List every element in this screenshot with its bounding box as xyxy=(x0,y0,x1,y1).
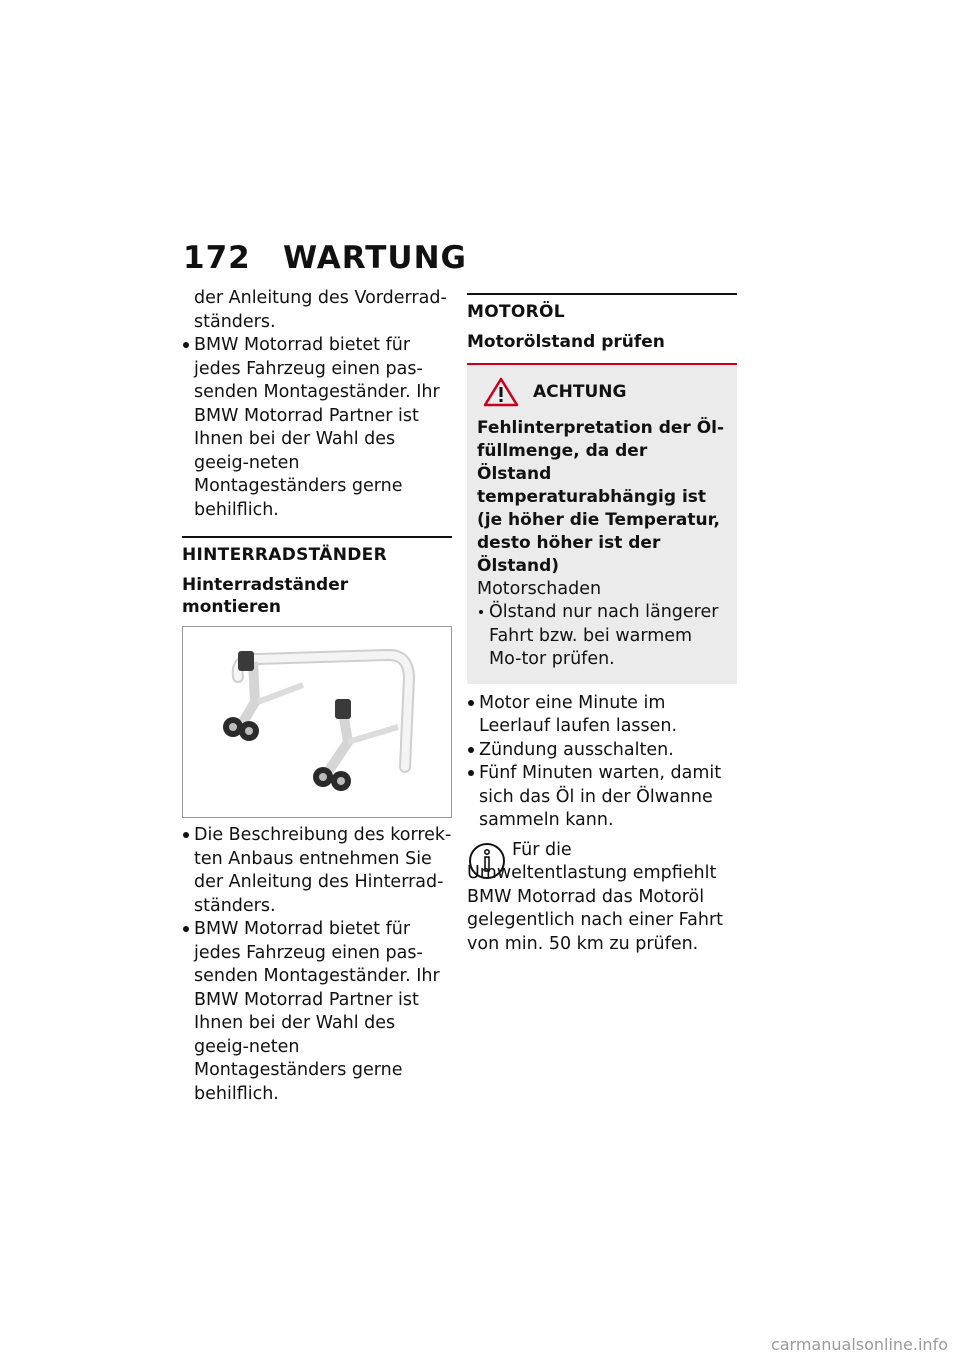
bullet-list xyxy=(467,692,737,833)
left-column xyxy=(182,287,452,1106)
warning-box xyxy=(467,365,737,684)
subsection-title: Motorölstand prüfen xyxy=(467,332,665,352)
page-number: 172 xyxy=(183,240,251,276)
list-item-text: Zündung ausschalten. xyxy=(479,739,674,760)
section-title: MOTORÖL xyxy=(467,302,565,322)
subsection-title: Hinterradständer montieren xyxy=(182,575,349,617)
warning-label: ACHTUNG xyxy=(533,382,627,402)
list-item xyxy=(467,692,737,739)
bullet-icon xyxy=(183,342,189,348)
bullet-icon xyxy=(479,610,483,614)
bullet-icon xyxy=(468,700,474,706)
list-item xyxy=(477,601,727,672)
info-text: Für die Umweltentlastung empfiehlt BMW Motorrad das Motoröl gelegentlich nach einer Fahrt von min. 50 km zu prüfen. xyxy=(467,839,723,954)
list-item xyxy=(182,824,452,918)
right-column xyxy=(467,287,737,956)
info-icon xyxy=(467,841,507,881)
continued-text: der Anleitung des Vorderrad-ständers. xyxy=(194,288,447,332)
list-item-text: BMW Motorrad bietet für jedes Fahrzeug einen pas-senden Montageständer. Ihr BMW Motorrad Partner ist Ihnen bei der Wahl des geeig-neten Montageständers gerne behilflich. xyxy=(194,335,440,520)
info-note xyxy=(467,839,737,957)
list-item-text: BMW Motorrad bietet für jedes Fahrzeug einen pas-senden Montageständer. Ihr BMW Motorrad Partner ist Ihnen bei der Wahl des geeig-neten Montageständers gerne behilflich. xyxy=(194,919,440,1104)
warning-text: Fehlinterpretation der Öl-füllmenge, da der Ölstand temperaturabhängig ist (je höher die Temperatur, desto höher ist der Ölstand) xyxy=(477,418,725,576)
bullet-icon xyxy=(183,926,189,932)
warning-list xyxy=(477,601,727,672)
warning-header xyxy=(477,375,727,409)
list-item-text: Die Beschreibung des korrek-ten Anbaus entnehmen Sie der Anleitung des Hinterrad-ständers. xyxy=(194,825,452,916)
list-item xyxy=(182,334,452,522)
warning-triangle-icon xyxy=(483,377,519,407)
list-item-text: Fünf Minuten warten, damit sich das Öl in der Ölwanne sammeln kann. xyxy=(479,763,722,830)
section-divider xyxy=(467,293,737,295)
list-item xyxy=(467,762,737,833)
rear-stand-illustration xyxy=(183,627,452,817)
list-item-text: Motor eine Minute im Leerlauf laufen lassen. xyxy=(479,692,678,736)
bullet-list-bottom xyxy=(182,824,452,1106)
rear-stand-figure xyxy=(182,626,452,818)
list-item xyxy=(182,918,452,1106)
list-item-text: Ölstand nur nach längerer Fahrt bzw. bei warmem Mo-tor prüfen. xyxy=(489,602,719,669)
chapter-title: WARTUNG xyxy=(283,240,467,276)
section-title: HINTERRADSTÄNDER xyxy=(182,545,387,565)
bullet-icon xyxy=(468,770,474,776)
bullet-list-top xyxy=(182,334,452,522)
section-divider xyxy=(182,536,452,538)
bullet-icon xyxy=(468,747,474,753)
list-item xyxy=(467,739,737,763)
bullet-icon xyxy=(183,832,189,838)
footer-watermark: carmanualsonline.info xyxy=(770,1335,948,1354)
warning-consequence: Motorschaden xyxy=(477,579,602,599)
